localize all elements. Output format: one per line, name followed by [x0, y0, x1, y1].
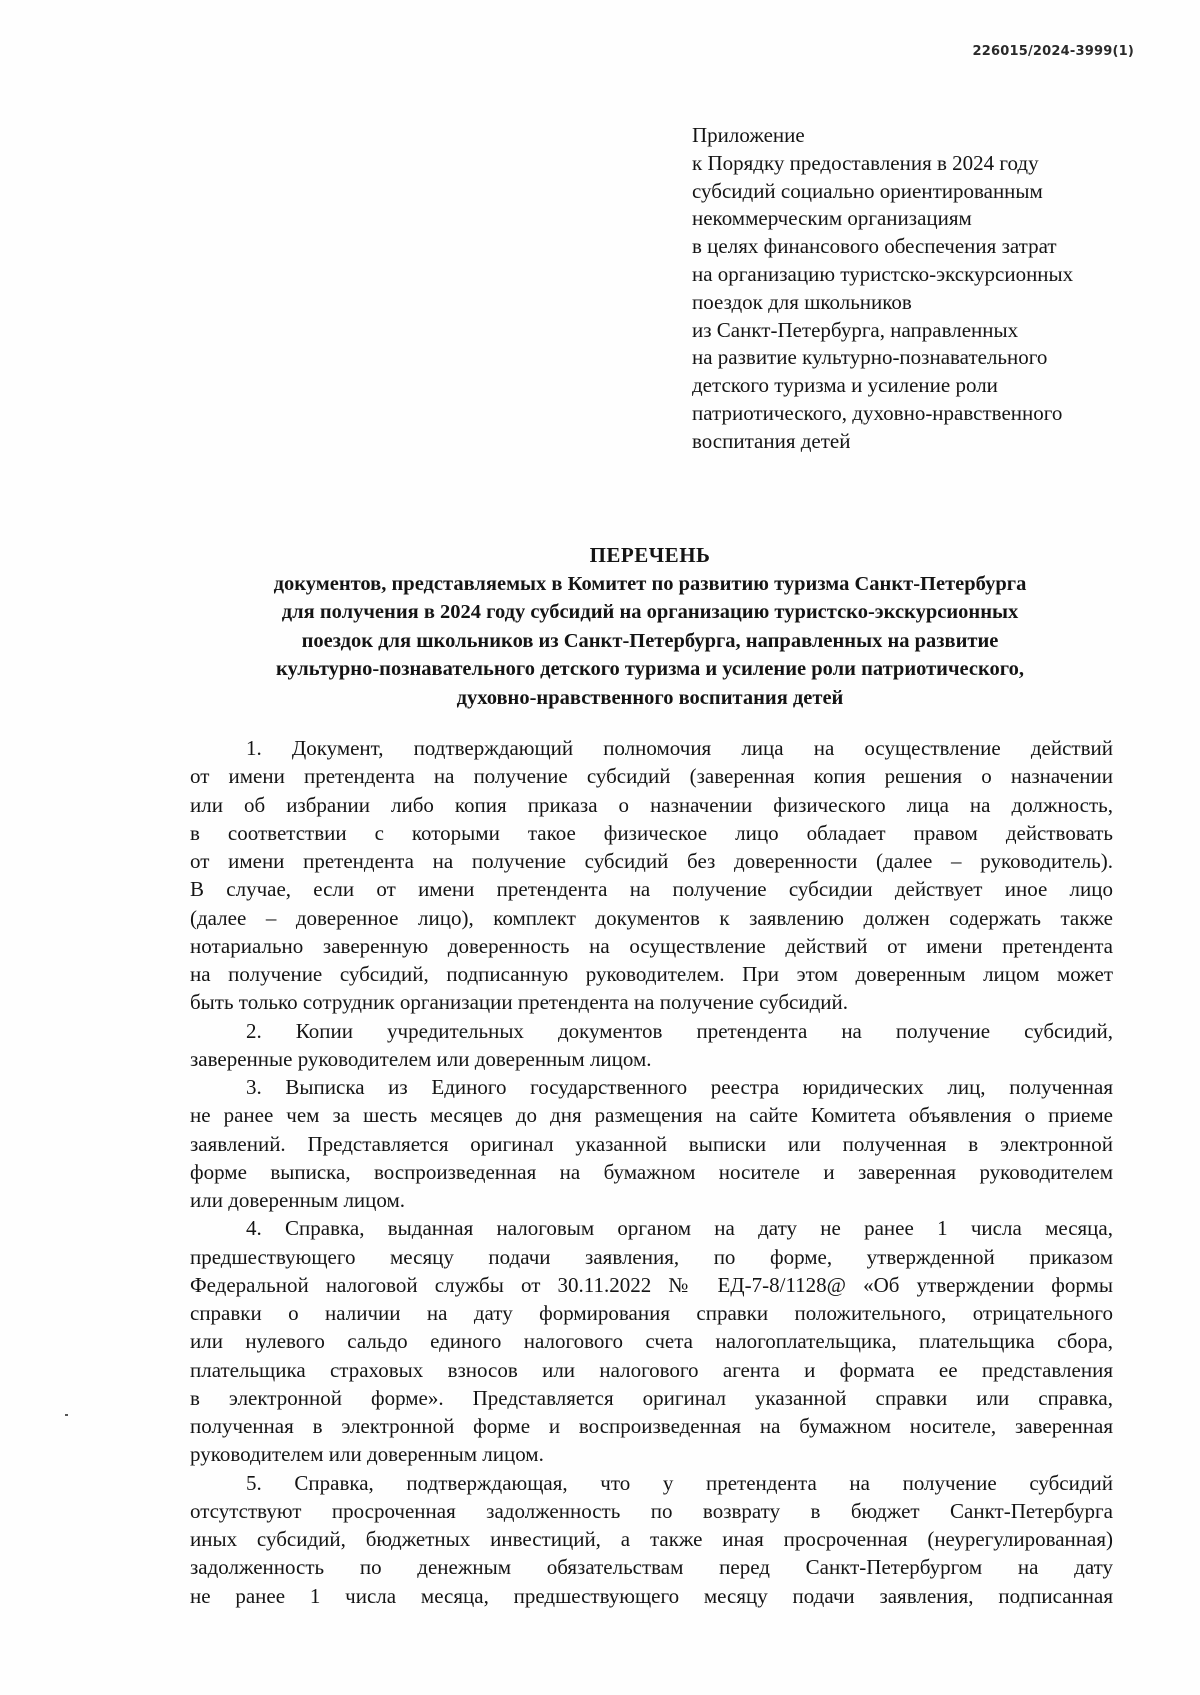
annex-line: из Санкт-Петербурга, направленных — [692, 317, 1019, 342]
annex-line: к Порядку предоставления в 2024 году — [692, 150, 1039, 175]
body-line: В случае, если от имени претендента на получение субсидии действует иное лицо — [190, 877, 1113, 902]
annex-block — [692, 122, 1132, 456]
body-line: задолженность по денежным обязательствам перед Санкт-Петербургом на дату — [190, 1555, 1113, 1580]
body-line: 5. Справка, подтверждающая, что у претендента на получение субсидий — [246, 1470, 1113, 1495]
annex-line: некоммерческим организациям — [692, 206, 972, 231]
body-line: отсутствуют просроченная задолженность по возврату в бюджет Санкт-Петербурга — [190, 1498, 1113, 1523]
body-line: в электронной форме». Представляется оригинал указанной справки или справка, — [190, 1385, 1113, 1410]
body-line: не ранее 1 числа месяца, предшествующего месяцу подачи заявления, подписанная — [190, 1583, 1113, 1608]
heading-line: поездок для школьников из Санкт-Петербурга, направленных на развитие — [301, 629, 999, 652]
annex-line: детского туризма и усиление роли — [692, 373, 998, 398]
scan-speck — [65, 1414, 68, 1416]
annex-line: на развитие культурно-познавательного — [692, 345, 1048, 370]
annex-line: патриотического, духовно-нравственного — [692, 400, 1063, 425]
annex-line: на организацию туристско-экскурсионных — [692, 261, 1074, 286]
body-line: в соответствии с которыми такое физическое лицо обладает правом действовать — [190, 820, 1113, 845]
body-line: 3. Выписка из Единого государственного реестра юридических лиц, полученная — [246, 1075, 1113, 1099]
annex-line: воспитания детей — [692, 428, 851, 453]
body-line: (далее – доверенное лицо), комплект документов к заявлению должен содержать также — [190, 905, 1113, 930]
heading-line: документов, представляемых в Комитет по развитию туризма Санкт-Петербурга — [273, 573, 1027, 595]
body-line: справки о наличии на дату формирования справки положительного, отрицательного — [190, 1301, 1113, 1325]
body-line: на получение субсидий, подписанную руководителем. При этом доверенным лицом может — [190, 962, 1113, 986]
heading-line: для получения в 2024 году субсидий на организацию туристско-экскурсионных — [281, 601, 1019, 624]
document-heading — [190, 540, 1110, 712]
body-line: нотариально заверенную доверенность на осуществление действий от имени претендента — [190, 933, 1113, 958]
document-body — [190, 734, 1113, 1610]
annex-line: Приложение — [692, 123, 805, 147]
body-line: предшествующего месяцу подачи заявления, по форме, утвержденной приказом — [190, 1244, 1113, 1269]
body-line: 4. Справка, выданная налоговым органом на дату не ранее 1 числа месяца, — [246, 1216, 1113, 1241]
body-line: иных субсидий, бюджетных инвестиций, а также иная просроченная (неурегулированная) — [190, 1527, 1113, 1551]
heading-line: духовно-нравственного воспитания детей — [456, 686, 844, 709]
body-line: полученная в электронной форме и воспроизведенная на бумажном носителе, заверенная — [190, 1414, 1113, 1438]
body-line: руководителем или доверенным лицом. — [190, 1442, 544, 1467]
annex-line: субсидий социально ориентированным — [692, 178, 1043, 203]
body-line: Федеральной налоговой службы от 30.11.2022 № ЕД-7-8/1128@ «Об утверждении формы — [190, 1272, 1113, 1297]
document-title: ПЕРЕЧЕНЬ — [589, 543, 711, 567]
body-line: заверенные руководителем или доверенным лицом. — [190, 1046, 652, 1071]
body-line: или об избрании либо копия приказа о назначении физического лица на должность, — [190, 792, 1113, 817]
annex-line: поездок для школьников — [692, 289, 912, 314]
body-line: заявлений. Представляется оригинал указанной выписки или полученная в электронной — [190, 1131, 1113, 1156]
body-line: или доверенным лицом. — [190, 1188, 406, 1212]
body-line: от имени претендента на получение субсидий без доверенности (далее – руководитель). — [190, 849, 1113, 873]
heading-line: культурно-познавательного детского туризма и усиление роли патриотического, — [276, 658, 1024, 681]
body-line: от имени претендента на получение субсидий (заверенная копия решения о назначении — [190, 764, 1113, 789]
body-line: не ранее чем за шесть месяцев до дня размещения на сайте Комитета объявления о приеме — [190, 1103, 1113, 1128]
registration-number: 226015/2024-3999(1) — [972, 44, 1134, 59]
body-line: 1. Документ, подтверждающий полномочия лица на осуществление действий — [246, 736, 1113, 760]
body-line: быть только сотрудник организации претендента на получение субсидий. — [190, 990, 848, 1015]
body-line: или нулевого сальдо единого налогового счета налогоплательщика, плательщика сбора, — [190, 1329, 1113, 1354]
body-line: 2. Копии учредительных документов претендента на получение субсидий, — [246, 1018, 1113, 1043]
annex-line: в целях финансового обеспечения затрат — [692, 234, 1057, 259]
body-line: плательщика страховых взносов или налогового агента и формата ее представления — [190, 1357, 1113, 1382]
body-line: форме выписка, воспроизведенная на бумажном носителе и заверенная руководителем — [190, 1159, 1113, 1184]
